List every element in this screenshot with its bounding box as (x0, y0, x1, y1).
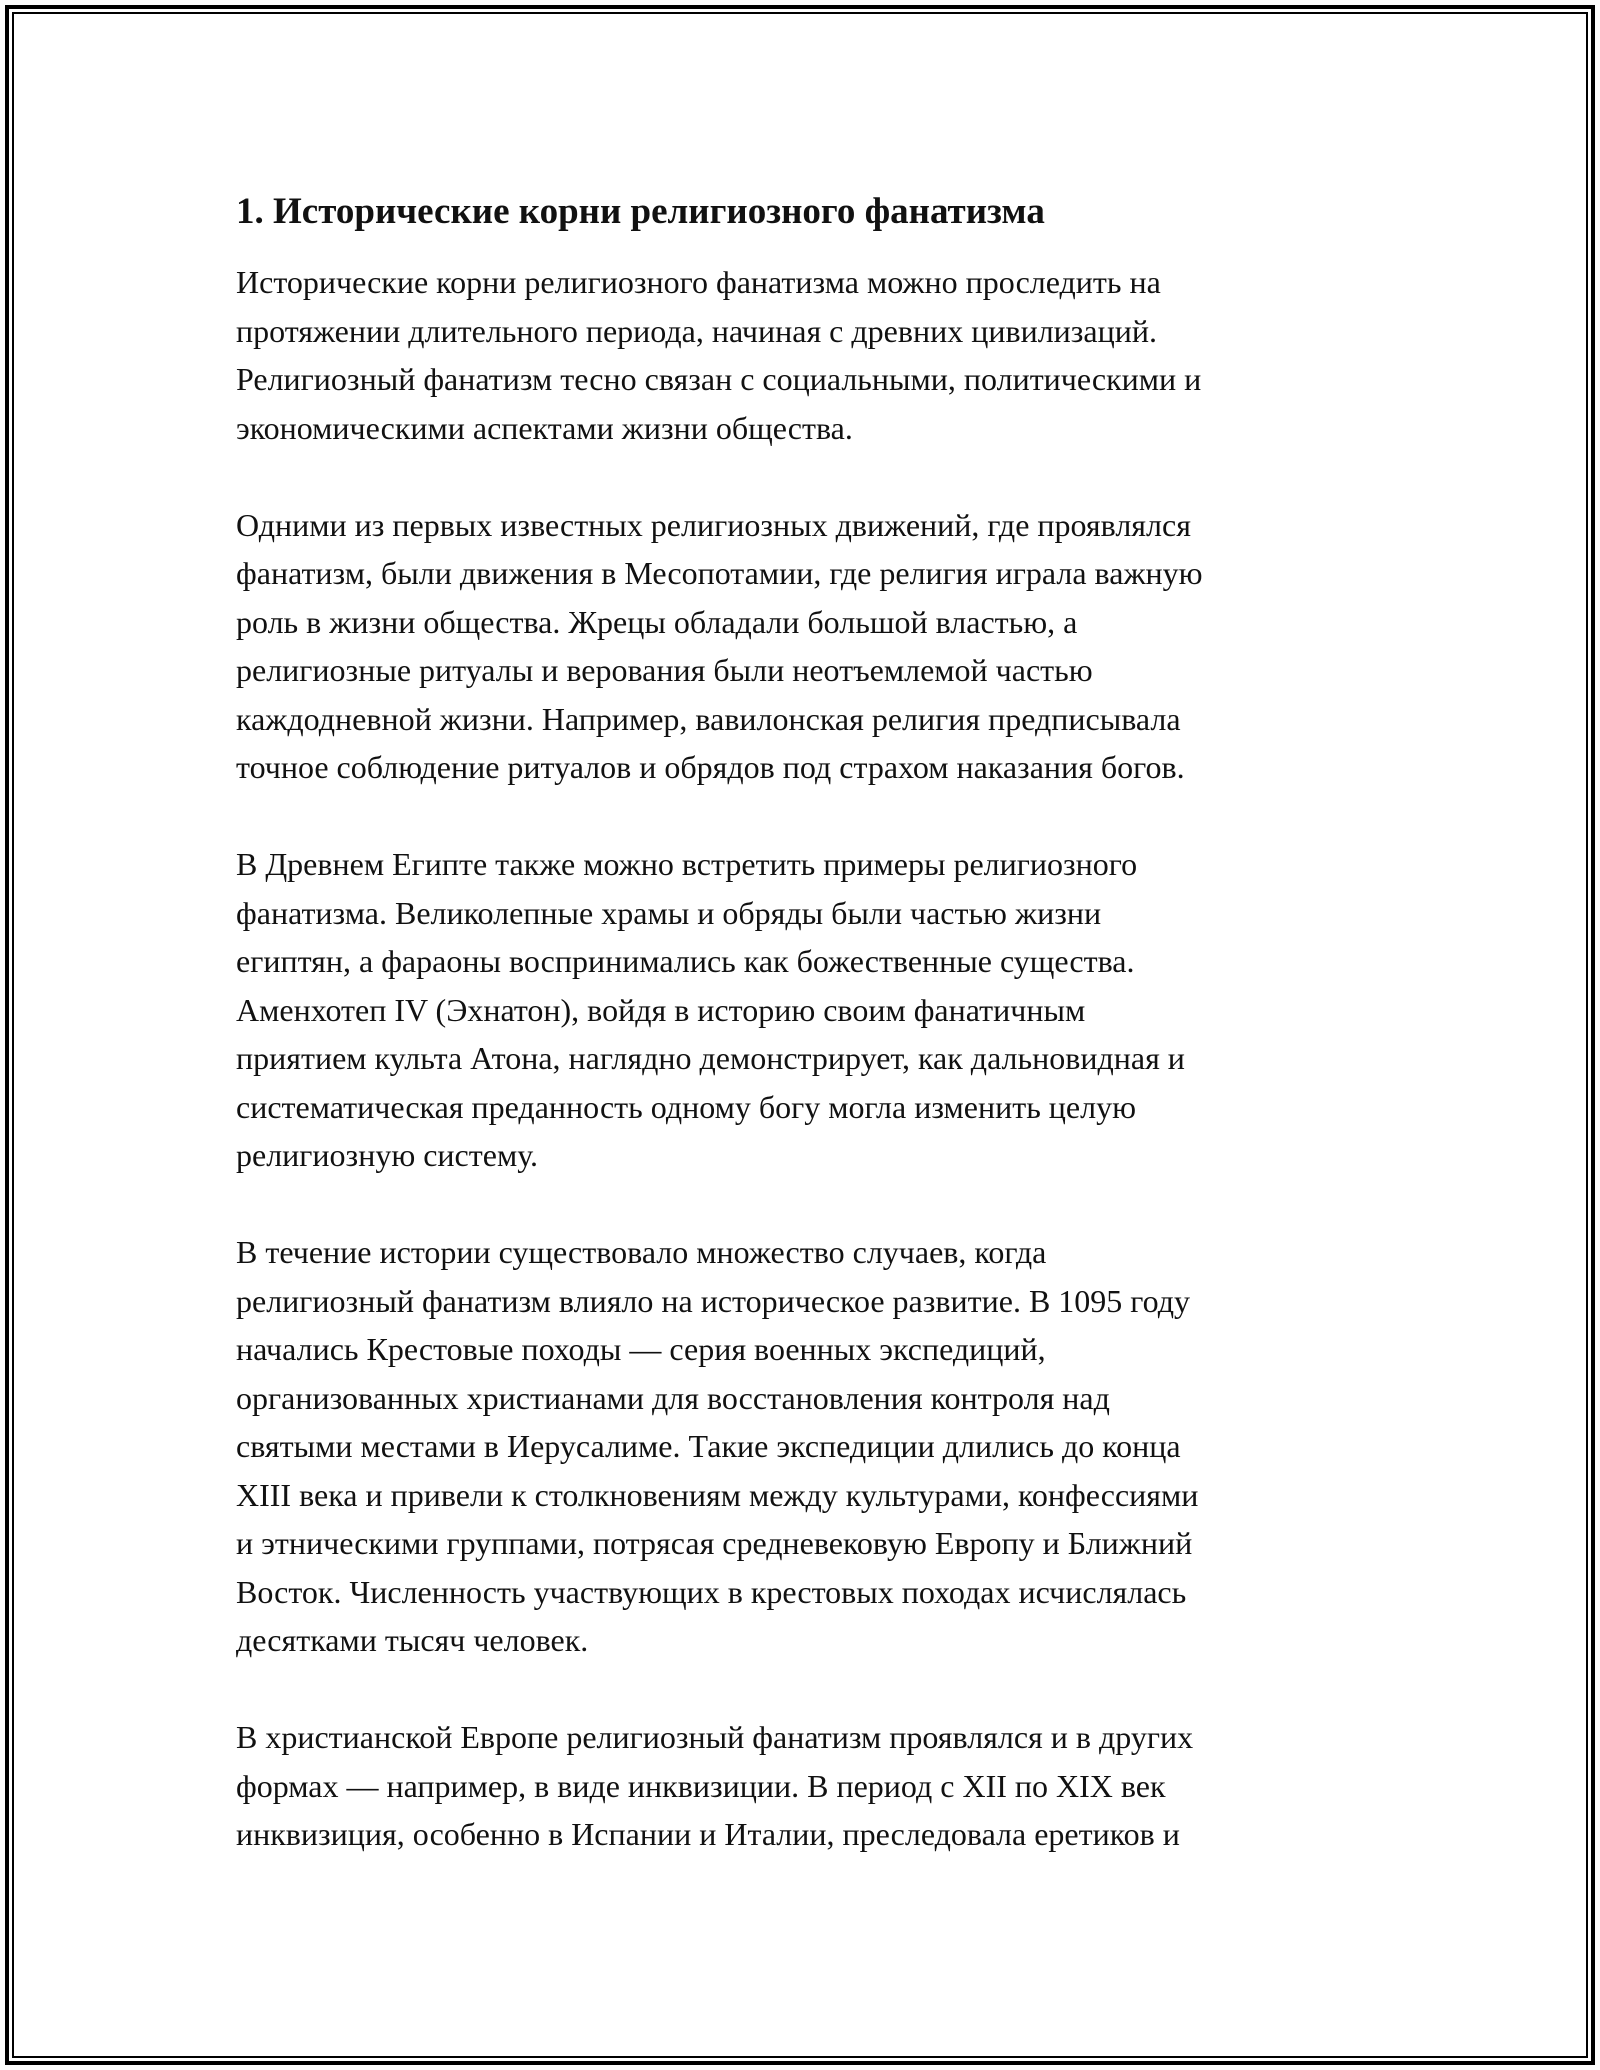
paragraph-3: В Древнем Египте также можно встретить примеры религиозного фанатизма. Великолепные храмы и обряды были частью жизни египтян, а фараоны воспринимались как божественные существа. Аменхотеп IV (Эхнатон), войдя в историю своим фанатичным приятием культа Атона, наглядно демонстрирует, как дальновидная и систематическая преданность одному богу могла изменить целую религиозную систему. (236, 846, 1185, 1173)
paragraph-2: Одними из первых известных религиозных движений, где проявлялся фанатизм, были движения в Месопотамии, где религия играла важную роль в жизни общества. Жрецы обладали большой властью, а религиозные ритуалы и верования были неотъемлемой частью каждодневной жизни. Например, вавилонская религия предписывала точное соблюдение ритуалов и обрядов под страхом наказания богов. (236, 506, 1203, 785)
paragraph-1: Исторические корни религиозного фанатизма можно проследить на протяжении длительного периода, начиная с древних цивилизаций. Религиозный фанатизм тесно связан с социальными, политическими и экономическими аспектами жизни общества. (236, 264, 1202, 446)
section-heading: 1. Исторические корни религиозного фанатизма (236, 191, 1045, 232)
document-body (236, 186, 1356, 1907)
paragraph-4: В течение истории существовало множество случаев, когда религиозный фанатизм влияло на историческое развитие. В 1095 году начались Крестовые походы — серия военных экспедиций, организованных христианами для восстановления контроля над святыми местами в Иерусалиме. Такие экспедиции длились до конца XIII века и привели к столкновениям между культурами, конфессиями и этническими группами, потрясая средневековую Европу и Ближний Восток. Численность участвующих в крестовых походах исчислялась десятками тысяч человек. (236, 1234, 1199, 1658)
paragraph-5: В христианской Европе религиозный фанатизм проявлялся и в других формах — например, в виде инквизиции. В период с XII по XIX век инквизиция, особенно в Испании и Италии, преследовала еретиков и (236, 1719, 1194, 1852)
